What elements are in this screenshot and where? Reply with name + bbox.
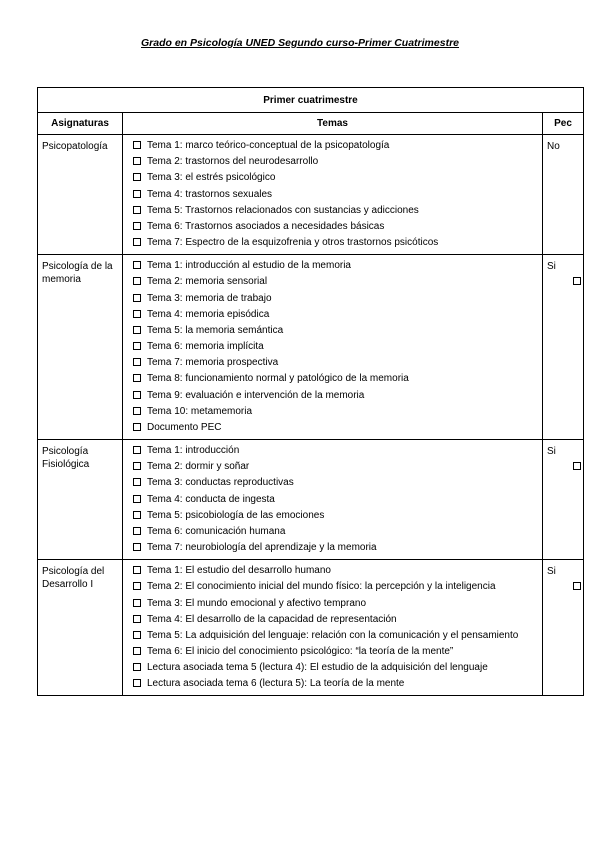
topic-label: Tema 4: trastornos sexuales — [147, 188, 273, 200]
topic-label: Tema 2: El conocimiento inicial del mundo físico: la percepción y la inteligencia — [147, 581, 496, 593]
topic-checkbox[interactable] — [133, 261, 141, 269]
topic-label: Documento PEC — [147, 422, 222, 433]
topic-item — [133, 613, 542, 626]
topic-label: Tema 9: evaluación e intervención de la memoria — [147, 389, 365, 401]
topic-checkbox[interactable] — [133, 391, 141, 399]
topic-label: Tema 1: El estudio del desarrollo humano — [147, 565, 331, 577]
pec-checkbox[interactable] — [573, 462, 581, 470]
topic-label: Tema 5: La adquisición del lenguaje: relación con la comunicación y el pensamiento — [147, 629, 519, 641]
subject-name: Psicología Fisiológica — [38, 440, 123, 560]
topic-label: Tema 3: conductas reproductivas — [147, 477, 294, 489]
topic-item — [133, 236, 542, 249]
topic-item — [133, 139, 542, 152]
topic-label: Tema 10: metamemoria — [147, 405, 253, 417]
topic-item — [133, 372, 542, 385]
topic-item — [133, 171, 542, 184]
topic-checkbox[interactable] — [133, 342, 141, 350]
topic-label: Tema 8: funcionamiento normal y patológico de la memoria — [147, 373, 409, 385]
topic-item — [133, 155, 542, 168]
topic-label: Tema 2: memoria sensorial — [147, 276, 268, 288]
topic-label: Tema 3: El mundo emocional y afectivo temprano — [147, 597, 366, 609]
topic-label: Tema 4: El desarrollo de la capacidad de representación — [147, 613, 397, 625]
topic-label: Tema 7: neurobiología del aprendizaje y la memoria — [147, 542, 377, 554]
pec-value: Si — [547, 446, 556, 457]
topic-label: Tema 1: introducción al estudio de la memoria — [147, 260, 351, 272]
topic-item — [133, 421, 542, 434]
topic-label: Tema 1: marco teórico-conceptual de la psicopatología — [147, 140, 390, 151]
topic-item — [133, 275, 542, 288]
topic-checkbox[interactable] — [133, 631, 141, 639]
topic-label: Lectura asociada tema 5 (lectura 4): El estudio de la adquisición del lenguaje — [147, 662, 488, 674]
topic-label: Tema 5: Trastornos relacionados con sustancias y adicciones — [147, 204, 419, 216]
topic-checkbox[interactable] — [133, 495, 141, 503]
topic-item — [133, 629, 542, 642]
topic-label: Tema 6: El inicio del conocimiento psicológico: “la teoría de la mente” — [147, 646, 454, 658]
topic-item — [133, 661, 542, 674]
topic-label: Tema 6: comunicación humana — [147, 525, 286, 537]
topic-item — [133, 340, 542, 353]
topic-checkbox[interactable] — [133, 358, 141, 366]
document-title: Grado en Psicología UNED Segundo curso-Primer Cuatrimestre — [141, 37, 459, 49]
subjects-table — [37, 87, 584, 696]
topic-label: Tema 6: memoria implícita — [147, 341, 264, 353]
subject-name: Psicología de la memoria — [38, 255, 123, 440]
table-row — [38, 135, 584, 255]
topic-checkbox[interactable] — [133, 647, 141, 655]
topic-checkbox[interactable] — [133, 423, 141, 431]
topic-item — [133, 324, 542, 337]
topic-checkbox[interactable] — [133, 190, 141, 198]
pec-value: No — [547, 141, 560, 152]
topic-checkbox[interactable] — [133, 615, 141, 623]
topic-item — [133, 525, 542, 538]
topic-checkbox[interactable] — [133, 478, 141, 486]
pec-cell — [543, 560, 584, 696]
topic-item — [133, 308, 542, 321]
topic-label: Tema 2: dormir y soñar — [147, 461, 250, 473]
pec-cell — [543, 440, 584, 560]
topic-item — [133, 677, 542, 690]
topic-label: Tema 7: Espectro de la esquizofrenia y otros trastornos psicóticos — [147, 237, 439, 249]
topic-checkbox[interactable] — [133, 446, 141, 454]
topic-checkbox[interactable] — [133, 222, 141, 230]
topic-item — [133, 444, 542, 457]
topic-item — [133, 292, 542, 305]
column-header-pec: Pec — [543, 113, 584, 135]
topic-checkbox[interactable] — [133, 238, 141, 246]
pec-checkbox[interactable] — [573, 277, 581, 285]
topics-cell — [123, 560, 543, 696]
topic-item — [133, 204, 542, 217]
topic-item — [133, 476, 542, 489]
column-header-temas: Temas — [123, 113, 543, 135]
topic-label: Tema 3: memoria de trabajo — [147, 292, 272, 304]
topic-checkbox[interactable] — [133, 511, 141, 519]
topic-checkbox[interactable] — [133, 679, 141, 687]
topic-label: Tema 4: conducta de ingesta — [147, 493, 275, 505]
pec-cell — [543, 255, 584, 440]
topic-checkbox[interactable] — [133, 543, 141, 551]
topic-item — [133, 564, 542, 577]
topic-checkbox[interactable] — [133, 374, 141, 382]
topic-checkbox[interactable] — [133, 326, 141, 334]
topic-checkbox[interactable] — [133, 407, 141, 415]
topic-checkbox[interactable] — [133, 141, 141, 149]
topics-cell — [123, 135, 543, 255]
column-header-asignaturas: Asignaturas — [38, 113, 123, 135]
topic-checkbox[interactable] — [133, 582, 141, 590]
topic-checkbox[interactable] — [133, 206, 141, 214]
topics-cell — [123, 255, 543, 440]
topic-label: Tema 6: Trastornos asociados a necesidades básicas — [147, 220, 385, 232]
topic-checkbox[interactable] — [133, 462, 141, 470]
topic-checkbox[interactable] — [133, 310, 141, 318]
subject-name: Psicología del Desarrollo I — [38, 560, 123, 696]
topic-item — [133, 580, 542, 593]
topics-cell — [123, 440, 543, 560]
table-row — [38, 560, 584, 696]
topic-item — [133, 597, 542, 610]
topic-label: Tema 5: psicobiología de las emociones — [147, 509, 325, 521]
pec-checkbox[interactable] — [573, 582, 581, 590]
topic-label: Tema 3: el estrés psicológico — [147, 172, 276, 184]
topic-checkbox[interactable] — [133, 294, 141, 302]
topic-label: Tema 4: memoria episódica — [147, 308, 270, 320]
topic-label: Tema 5: la memoria semántica — [147, 324, 284, 336]
topic-checkbox[interactable] — [133, 157, 141, 165]
topic-checkbox[interactable] — [133, 173, 141, 181]
topic-item — [133, 188, 542, 201]
topic-label: Tema 2: trastornos del neurodesarrollo — [147, 156, 319, 168]
topic-checkbox[interactable] — [133, 566, 141, 574]
table-header: Primer cuatrimestre — [38, 88, 584, 113]
topic-item — [133, 460, 542, 473]
topic-checkbox[interactable] — [133, 277, 141, 285]
topic-checkbox[interactable] — [133, 599, 141, 607]
subject-name: Psicopatología — [38, 135, 123, 255]
topic-item — [133, 541, 542, 554]
topic-item — [133, 645, 542, 658]
topic-item — [133, 389, 542, 402]
topic-checkbox[interactable] — [133, 663, 141, 671]
topic-item — [133, 356, 542, 369]
topic-item — [133, 493, 542, 506]
topic-label: Tema 7: memoria prospectiva — [147, 357, 279, 369]
topic-checkbox[interactable] — [133, 527, 141, 535]
table-row — [38, 255, 584, 440]
topic-item — [133, 405, 542, 418]
pec-cell — [543, 135, 584, 255]
pec-value: Si — [547, 261, 556, 273]
topic-item — [133, 509, 542, 522]
topic-label: Tema 1: introducción — [147, 445, 240, 456]
topic-label: Lectura asociada tema 6 (lectura 5): La teoría de la mente — [147, 678, 405, 690]
topic-item — [133, 220, 542, 233]
topic-item — [133, 259, 542, 272]
pec-value: Si — [547, 566, 556, 578]
table-row — [38, 440, 584, 560]
